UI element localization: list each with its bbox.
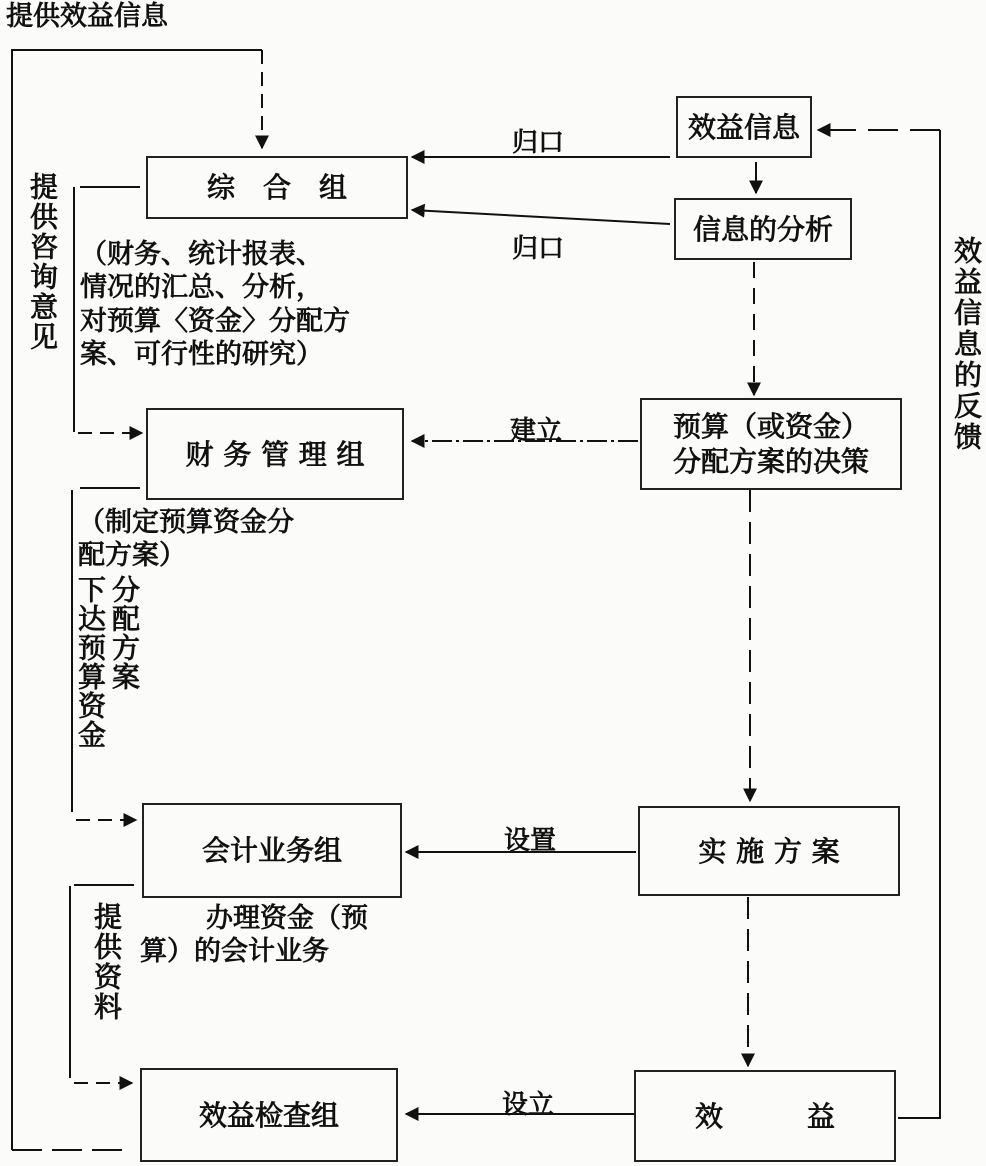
implement-box	[638, 806, 900, 896]
benefit-box	[634, 1070, 896, 1162]
jianli-label: 建立	[510, 416, 563, 446]
xiada-vertical-col1: 下达预算资金	[74, 575, 107, 749]
kuaiji-group-box	[142, 803, 402, 898]
xiada-vertical-col2: 分配方案	[108, 575, 141, 691]
kuaiji-group-label: 会计业务组	[201, 834, 342, 867]
xiaoyi-info-label: 效益信息	[687, 110, 800, 144]
zonghe-description: （财务、统计报表、 情况的汇总、分析， 对预算〈资金〉分配方 案、可行性的研究）	[80, 239, 350, 371]
consult-vertical-label: 提供咨询意见	[26, 172, 59, 352]
top-label: 提供效益信息	[6, 1, 168, 32]
implement-label: 实 施 方 案	[698, 834, 840, 868]
decision-label-line2: 分配方案的决策	[672, 445, 869, 478]
decision-label-line1: 预算（或资金）	[672, 410, 869, 443]
caiwu-group-box	[146, 408, 404, 500]
xiaoyi-info-box	[676, 96, 812, 158]
materials-vertical-label: 提供资料	[90, 902, 123, 1022]
jiancha-group-box	[140, 1068, 398, 1162]
decision-box	[640, 398, 902, 490]
shezhi-label: 设置	[504, 826, 557, 856]
info-analysis-label: 信息的分析	[692, 212, 833, 246]
zonghe-group-box	[146, 156, 408, 219]
guikou-arrow-2	[412, 210, 670, 224]
caiwu-group-label: 财 务 管 理 组	[185, 437, 365, 471]
kuaiji-description	[140, 902, 368, 969]
feedback-vertical-label: 效益信息的反馈	[950, 236, 983, 453]
sheli-label: 设立	[502, 1090, 555, 1120]
kuaiji-description-text: 办理资金（预 算）的会计业务	[140, 903, 368, 968]
benefit-label: 效 益	[694, 1099, 835, 1133]
caiwu-description: （制定预算资金分 配方案）	[78, 507, 294, 572]
zonghe-group-label: 综 合 组	[206, 171, 347, 204]
feedback-line	[898, 130, 940, 1118]
jiancha-group-label: 效益检查组	[198, 1098, 339, 1132]
guikou-label-2: 归口	[512, 234, 565, 264]
guikou-label-1: 归口	[512, 128, 565, 158]
info-analysis-box	[674, 198, 852, 260]
